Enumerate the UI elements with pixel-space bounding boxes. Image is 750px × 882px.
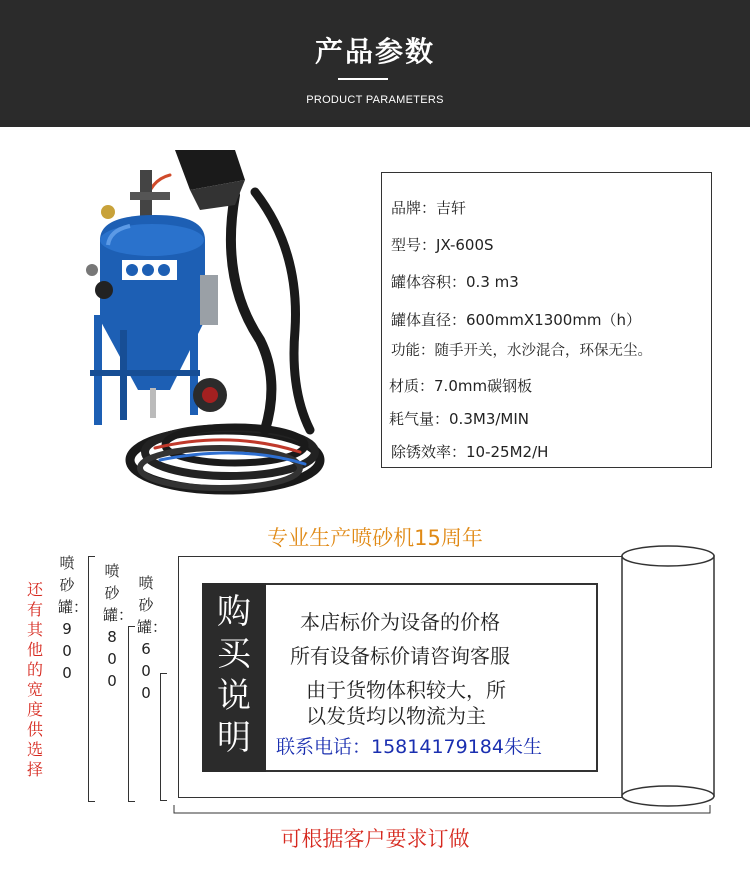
anniversary-banner: 专业生产喷砂机15周年 bbox=[267, 526, 483, 550]
spec-label: 除锈效率： bbox=[391, 443, 467, 461]
spec-value: 600mmX1300mm（h） bbox=[466, 311, 642, 329]
spec-label: 品牌： bbox=[391, 199, 437, 217]
spec-efficiency bbox=[391, 441, 548, 462]
size-bracket-600 bbox=[160, 673, 167, 801]
title-underline bbox=[338, 78, 388, 80]
header-band bbox=[0, 0, 750, 127]
spec-material bbox=[389, 375, 532, 396]
spec-value: 随手开关，水沙混合，环保无尘。 bbox=[434, 343, 652, 359]
size-bracket-800 bbox=[128, 626, 135, 802]
notice-line: 本店标价为设备的价格 bbox=[300, 610, 500, 634]
spec-box bbox=[381, 172, 712, 468]
sandblaster-machine-image bbox=[60, 130, 380, 510]
spec-label: 罐体直径： bbox=[391, 311, 467, 329]
purchase-notice-title: 购买说明 bbox=[217, 592, 251, 758]
spec-model bbox=[391, 234, 494, 255]
spec-label: 功能： bbox=[391, 343, 435, 359]
spec-label: 耗气量： bbox=[389, 410, 450, 428]
custom-order-note: 可根据客户要求订做 bbox=[280, 827, 470, 851]
spec-label: 罐体容积： bbox=[391, 273, 467, 291]
spec-brand bbox=[391, 197, 466, 218]
tank-size-900: 喷砂罐：900 bbox=[58, 554, 89, 682]
spec-value: 7.0mm碳钢板 bbox=[434, 377, 533, 395]
spec-label: 型号： bbox=[391, 236, 437, 254]
tank-size-600: 喷砂罐：600 bbox=[137, 574, 168, 702]
notice-line: 以发货均以物流为主 bbox=[306, 704, 486, 728]
spec-value: JX-600S bbox=[436, 236, 494, 254]
spec-value: 10-25M2/H bbox=[466, 443, 549, 461]
page-subtitle: PRODUCT PARAMETERS bbox=[306, 94, 444, 106]
spec-diameter bbox=[391, 309, 641, 330]
spec-label: 材质： bbox=[389, 377, 435, 395]
size-bracket-900 bbox=[88, 556, 95, 802]
spec-value: 0.3 m3 bbox=[466, 273, 519, 291]
notice-line: 由于货物体积较大，所 bbox=[306, 678, 506, 702]
scroll-bracket bbox=[172, 805, 712, 819]
page-title: 产品参数 bbox=[314, 35, 435, 68]
other-widths-note: 还有其他的宽度供选择 bbox=[26, 580, 43, 779]
tank-size-800: 喷砂罐：800 bbox=[103, 562, 134, 690]
spec-value: 吉轩 bbox=[436, 199, 467, 217]
spec-volume bbox=[391, 271, 519, 292]
notice-line: 所有设备标价请咨询客服 bbox=[290, 644, 510, 668]
contact-phone: 联系电话：15814179184朱生 bbox=[276, 736, 542, 758]
spec-air-consumption bbox=[389, 408, 529, 429]
scroll-roll bbox=[616, 540, 720, 812]
purchase-notice-panel bbox=[202, 583, 266, 772]
spec-value: 0.3M3/MIN bbox=[449, 410, 529, 428]
spec-function bbox=[391, 339, 652, 360]
